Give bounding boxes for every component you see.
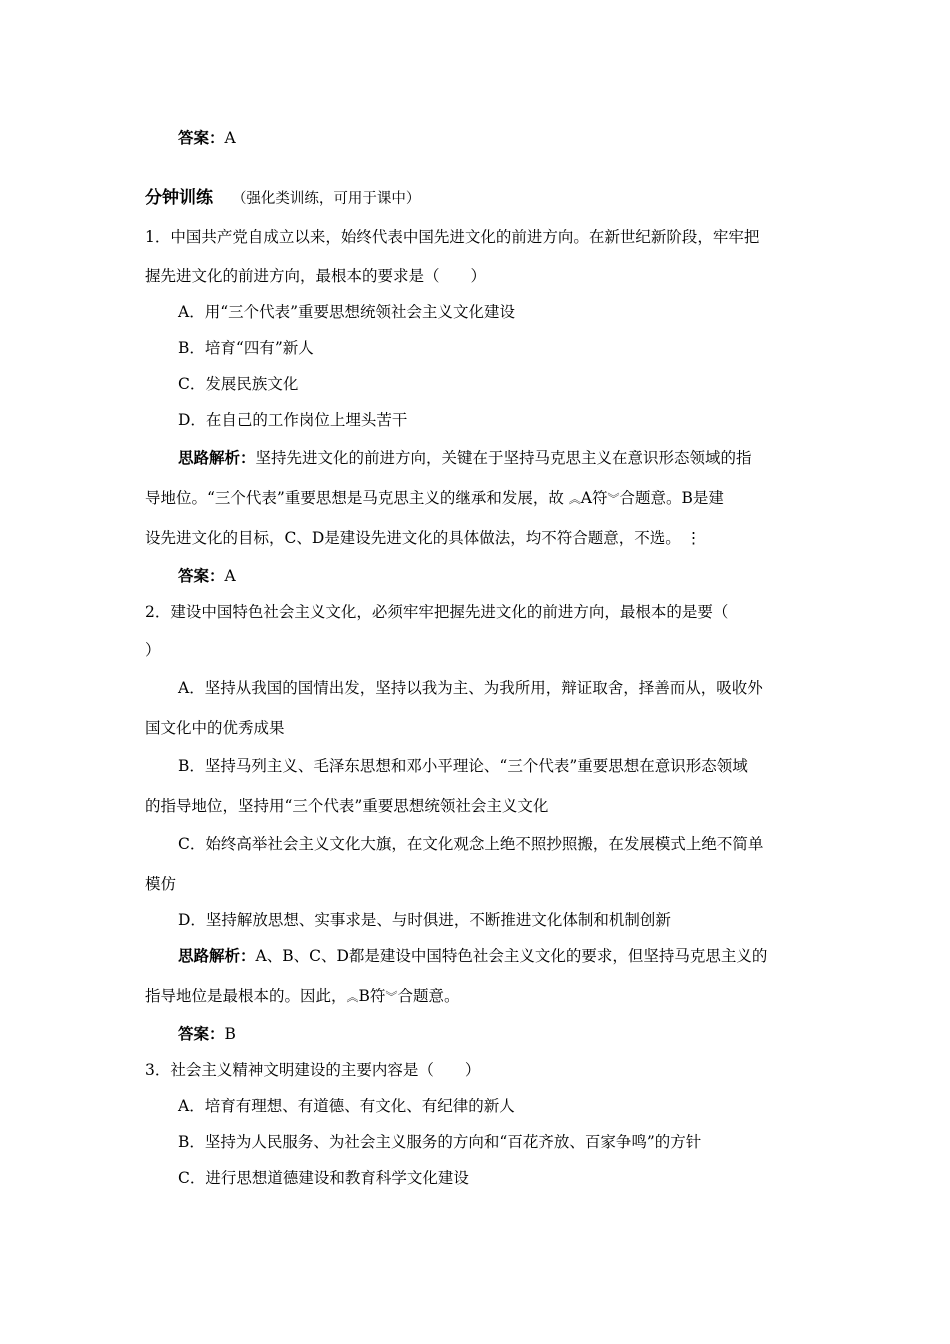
q1-analysis-line3: 设先进文化的目标，C、D是建设先进文化的具体做法，均不符合题意，不选。 ⋮ <box>145 529 702 547</box>
q3-option-b: B．坚持为人民服务、为社会主义服务的方向和“百花齐放、百家争鸣”的方针 <box>178 1133 702 1151</box>
q2-option-d: D．坚持解放思想、实事求是、与时俱进，不断推进文化体制和机制创新 <box>178 911 671 929</box>
q1-option-b: B．培育“四有”新人 <box>178 339 314 357</box>
q2-option-c-line1: C．始终高举社会主义文化大旗，在文化观念上绝不照抄照搬，在发展模式上绝不简单 <box>178 835 764 853</box>
q1-option-a: A．用“三个代表”重要思想统领社会主义文化建设 <box>178 303 516 321</box>
q1-stem-line2: 握先进文化的前进方向，最根本的要求是（ ） <box>145 267 487 285</box>
q1-analysis-text2b: A符 <box>580 489 608 507</box>
q2-analysis-text2b: B符 <box>358 987 386 1005</box>
q1-answer-label: 答案： <box>178 567 225 585</box>
q2-analysis-label: 思路解析： <box>178 947 256 965</box>
up-chevron-mark-icon: ︽ <box>346 990 359 1004</box>
answer-value: A <box>224 129 236 147</box>
q1-answer-value: A <box>224 567 236 585</box>
q1-analysis-text2c: 合题意。B是建 <box>619 489 724 507</box>
answer-label: 答案： <box>178 129 225 147</box>
q2-analysis-line1 <box>178 946 950 966</box>
q2-answer-value: B <box>224 1025 236 1043</box>
section-heading <box>145 188 950 209</box>
q1-analysis-line1 <box>178 448 950 468</box>
q1-option-c: C．发展民族文化 <box>178 375 299 393</box>
q2-answer-label: 答案： <box>178 1025 225 1043</box>
up-chevron-mark-icon: ︽ <box>568 492 581 506</box>
q1-analysis-label: 思路解析： <box>178 449 256 467</box>
q2-option-a-line1: A．坚持从我国的国情出发，坚持以我为主、为我所用，辩证取舍，择善而从，吸收外 <box>178 679 763 697</box>
q2-analysis-text1: A、B、C、D都是建设中国特色社会主义文化的要求，但坚持马克思主义的 <box>255 947 768 965</box>
q2-option-c-line2: 模仿 <box>145 875 177 893</box>
q1-analysis-text2a: 导地位。“三个代表”重要思想是马克思主义的继承和发展，故 <box>145 489 569 507</box>
q1-option-d: D．在自己的工作岗位上埋头苦干 <box>178 411 408 429</box>
q2-option-a-line2: 国文化中的优秀成果 <box>145 719 285 737</box>
q3-stem: 3．社会主义精神文明建设的主要内容是（ ） <box>145 1061 481 1079</box>
q2-option-b-line2: 的指导地位，坚持用“三个代表”重要思想统领社会主义文化 <box>145 797 549 815</box>
q2-analysis-text2c: 合题意。 <box>397 987 460 1005</box>
answer-line <box>178 128 950 148</box>
section-note: （强化类训练，可用于课中） <box>231 191 421 207</box>
q3-option-c: C．进行思想道德建设和教育科学文化建设 <box>178 1169 469 1187</box>
q1-analysis-line2 <box>145 488 950 509</box>
q2-option-b-line1: B．坚持马列主义、毛泽东思想和邓小平理论、“三个代表”重要思想在意识形态领域 <box>178 757 748 775</box>
q2-answer-line <box>178 1024 950 1044</box>
q1-stem-line1: 1．中国共产党自成立以来，始终代表中国先进文化的前进方向。在新世纪新阶段，牢牢把 <box>145 228 760 246</box>
down-chevron-mark-icon: ︾ <box>607 492 620 506</box>
q1-analysis-text1: 坚持先进文化的前进方向，关键在于坚持马克思主义在意识形态领域的指 <box>255 449 752 467</box>
q3-option-a: A．培育有理想、有道德、有文化、有纪律的新人 <box>178 1097 515 1115</box>
q2-analysis-text2a: 指导地位是最根本的。因此， <box>145 987 347 1005</box>
down-chevron-mark-icon: ︾ <box>385 990 398 1004</box>
q2-analysis-line2 <box>145 986 950 1007</box>
q2-stem-line1: 2．建设中国特色社会主义文化，必须牢牢把握先进文化的前进方向，最根本的是要（ <box>145 603 729 621</box>
q2-stem-line2: ） <box>145 641 161 659</box>
section-title: 分钟训练 <box>145 188 213 208</box>
q1-answer-line <box>178 566 950 586</box>
